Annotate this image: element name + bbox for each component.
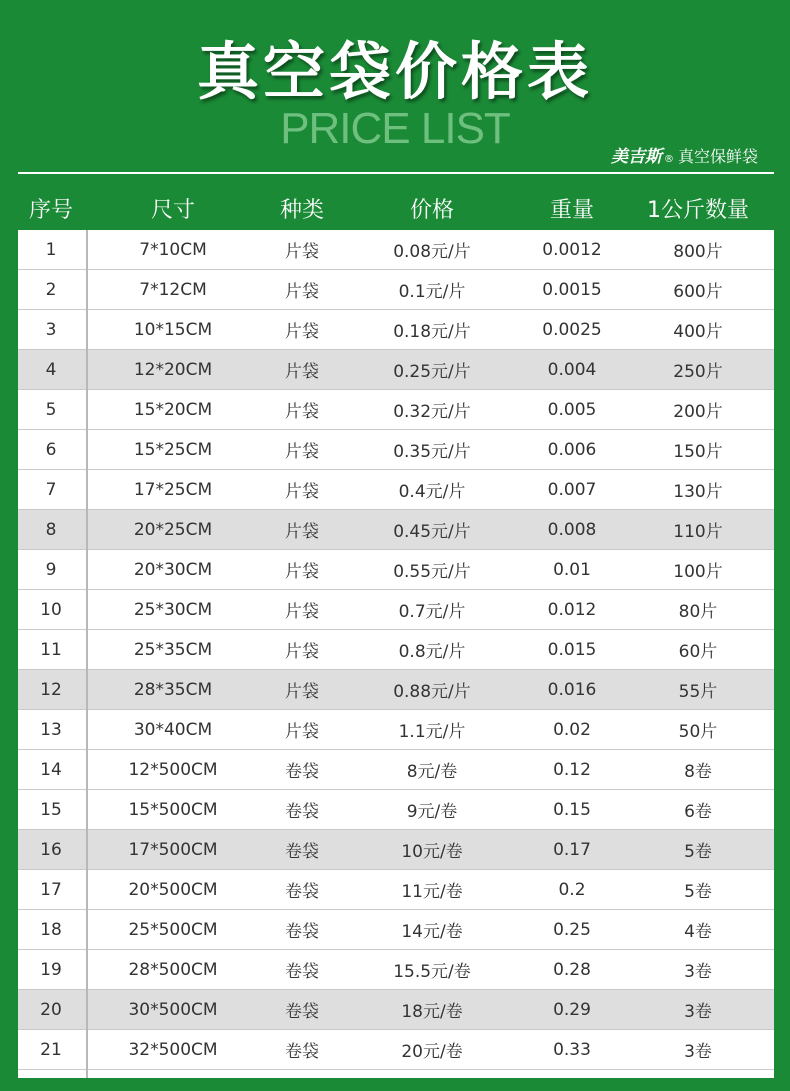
table-cell: 11元/卷 <box>401 882 463 902</box>
table-cell: 15*20CM <box>133 399 213 420</box>
table-cell: 片袋 <box>285 602 319 622</box>
table-cell: 17 <box>40 879 62 900</box>
table-cell: 3卷 <box>684 962 712 982</box>
table-cell: 0.33 <box>553 1039 591 1060</box>
table-cell: 片袋 <box>285 522 319 542</box>
table-cell: 0.012 <box>547 599 597 620</box>
table-cell: 12*500CM <box>128 759 218 780</box>
table-cell: 0.28 <box>553 959 591 980</box>
table-cell: 片袋 <box>285 282 319 302</box>
table-cell: 16 <box>40 839 62 860</box>
table-cell: 110片 <box>673 522 723 542</box>
table-cell: 1 <box>45 239 57 260</box>
table-row <box>18 550 774 590</box>
table-cell: 2 <box>45 279 57 300</box>
table-cell: 3 <box>45 319 57 340</box>
table-cell: 20 <box>40 999 62 1020</box>
table-cell: 卷袋 <box>285 922 319 942</box>
table-cell: 0.08元/片 <box>393 242 471 262</box>
table-cell: 7*10CM <box>139 239 207 260</box>
table-row <box>18 910 774 950</box>
table-cell: 25*30CM <box>133 599 213 620</box>
table-cell: 15 <box>40 799 62 820</box>
table-cell: 卷袋 <box>285 1002 319 1022</box>
table-cell: 12 <box>40 679 62 700</box>
table-row <box>18 870 774 910</box>
table-cell: 20*30CM <box>133 559 213 580</box>
table-cell: 卷袋 <box>285 802 319 822</box>
table-cell: 60片 <box>678 642 718 662</box>
table-cell: 8卷 <box>684 762 712 782</box>
page-title: 真空袋价格表 <box>196 35 593 108</box>
table-cell: 片袋 <box>285 402 319 422</box>
table-cell: 卷袋 <box>285 842 319 862</box>
column-header: 种类 <box>279 197 324 223</box>
table-cell: 25*35CM <box>133 639 213 660</box>
table-cell: 0.45元/片 <box>393 522 471 542</box>
table-cell: 0.35元/片 <box>393 442 471 462</box>
brand-mark <box>611 142 758 167</box>
table-row <box>18 270 774 310</box>
column-header: 重量 <box>549 197 594 223</box>
table-cell: 32*500CM <box>128 1039 218 1060</box>
table-cell: 21 <box>40 1039 62 1060</box>
table-cell: 0.18元/片 <box>393 322 471 342</box>
table-cell: 0.29 <box>553 999 591 1020</box>
column-header: 1公斤数量 <box>647 197 749 223</box>
column-header: 价格 <box>409 197 454 223</box>
table-cell: 片袋 <box>285 482 319 502</box>
brand-logo: 美吉斯 <box>610 147 662 167</box>
table-cell: 0.25 <box>553 919 591 940</box>
table-cell: 0.0012 <box>542 239 602 260</box>
table-row <box>18 590 774 630</box>
table-cell: 片袋 <box>285 642 319 662</box>
table-cell: 11 <box>40 639 62 660</box>
table-cell: 0.008 <box>547 519 597 540</box>
table-row <box>18 390 774 430</box>
table-row <box>18 350 774 390</box>
brand-tagline: 真空保鲜袋 <box>677 147 758 166</box>
table-cell: 0.55元/片 <box>393 562 471 582</box>
table-cell: 50片 <box>678 722 718 742</box>
table-cell: 0.15 <box>553 799 591 820</box>
table-cell: 0.016 <box>547 679 597 700</box>
table-cell: 9 <box>45 559 57 580</box>
table-cell: 卷袋 <box>285 882 319 902</box>
table-cell: 0.1元/片 <box>398 282 466 302</box>
table-cell: 14元/卷 <box>401 922 463 942</box>
table-cell: 6 <box>45 439 57 460</box>
table-cell: 0.7元/片 <box>398 602 466 622</box>
column-divider <box>86 230 88 1078</box>
table-cell: 55片 <box>678 682 718 702</box>
table-cell: 200片 <box>673 402 723 422</box>
table-row <box>18 430 774 470</box>
table-row <box>18 1030 774 1070</box>
table-cell: 12*20CM <box>133 359 213 380</box>
table-cell: 20元/卷 <box>401 1042 463 1062</box>
column-header: 序号 <box>28 197 73 223</box>
table-cell: 0.88元/片 <box>393 682 471 702</box>
table-cell: 20*500CM <box>128 879 218 900</box>
table-cell: 5卷 <box>684 842 712 862</box>
table-cell: 6卷 <box>684 802 712 822</box>
table-cell: 18元/卷 <box>401 1002 463 1022</box>
table-cell: 0.0015 <box>542 279 602 300</box>
table-row <box>18 230 774 270</box>
table-header <box>18 188 774 228</box>
table-cell: 3卷 <box>684 1042 712 1062</box>
table-cell: 30*40CM <box>133 719 213 740</box>
table-cell: 0.004 <box>547 359 597 380</box>
table-cell: 8 <box>45 519 57 540</box>
table-cell: 9元/卷 <box>406 802 458 822</box>
table-cell: 130片 <box>673 482 723 502</box>
table-cell: 5 <box>45 399 57 420</box>
table-cell: 0.17 <box>553 839 591 860</box>
price-table <box>18 230 774 1078</box>
table-cell: 28*35CM <box>133 679 213 700</box>
table-cell: 片袋 <box>285 242 319 262</box>
table-cell: 250片 <box>673 362 723 382</box>
column-header: 尺寸 <box>150 197 195 223</box>
table-row <box>18 830 774 870</box>
table-cell: 13 <box>40 719 62 740</box>
table-cell: 片袋 <box>285 562 319 582</box>
table-cell: 0.015 <box>547 639 597 660</box>
table-cell: 0.8元/片 <box>398 642 466 662</box>
table-row <box>18 470 774 510</box>
table-cell: 卷袋 <box>285 762 319 782</box>
table-cell: 0.007 <box>547 479 597 500</box>
table-cell: 15.5元/卷 <box>393 962 471 982</box>
table-cell: 0.02 <box>553 719 591 740</box>
table-row <box>18 630 774 670</box>
table-cell: 0.2 <box>558 879 586 900</box>
table-row <box>18 310 774 350</box>
table-cell: 28*500CM <box>128 959 218 980</box>
table-row <box>18 510 774 550</box>
table-cell: 8元/卷 <box>406 762 458 782</box>
table-cell: 17*500CM <box>128 839 218 860</box>
table-cell: 0.12 <box>553 759 591 780</box>
registered-mark: ® <box>663 154 674 165</box>
table-cell: 15*25CM <box>133 439 213 460</box>
table-row <box>18 990 774 1030</box>
table-cell: 15*500CM <box>128 799 218 820</box>
table-cell: 100片 <box>673 562 723 582</box>
table-cell: 20*25CM <box>133 519 213 540</box>
table-cell: 0.005 <box>547 399 597 420</box>
table-row <box>18 950 774 990</box>
table-cell: 片袋 <box>285 722 319 742</box>
table-cell: 0.006 <box>547 439 597 460</box>
table-row <box>18 670 774 710</box>
table-cell: 片袋 <box>285 362 319 382</box>
table-cell: 600片 <box>673 282 723 302</box>
page-subtitle: PRICE LIST <box>280 104 510 153</box>
table-cell: 片袋 <box>285 682 319 702</box>
table-cell: 17*25CM <box>133 479 213 500</box>
table-row <box>18 710 774 750</box>
table-cell: 1.1元/片 <box>398 722 466 742</box>
table-cell: 0.25元/片 <box>393 362 471 382</box>
table-cell: 10元/卷 <box>401 842 463 862</box>
table-cell: 7*12CM <box>139 279 207 300</box>
header-divider <box>18 172 774 174</box>
table-cell: 3卷 <box>684 1002 712 1022</box>
table-cell: 14 <box>40 759 62 780</box>
table-cell: 4卷 <box>684 922 712 942</box>
table-cell: 0.0025 <box>542 319 602 340</box>
table-cell: 80片 <box>678 602 718 622</box>
table-cell: 卷袋 <box>285 1042 319 1062</box>
table-cell: 18 <box>40 919 62 940</box>
table-cell: 片袋 <box>285 322 319 342</box>
table-cell: 19 <box>40 959 62 980</box>
table-cell: 片袋 <box>285 442 319 462</box>
table-row <box>18 790 774 830</box>
table-cell: 10 <box>40 599 62 620</box>
table-cell: 150片 <box>673 442 723 462</box>
table-cell: 0.01 <box>553 559 591 580</box>
table-cell: 25*500CM <box>128 919 218 940</box>
table-cell: 0.4元/片 <box>398 482 466 502</box>
table-cell: 30*500CM <box>128 999 218 1020</box>
table-cell: 卷袋 <box>285 962 319 982</box>
table-row <box>18 750 774 790</box>
table-cell: 800片 <box>673 242 723 262</box>
table-cell: 5卷 <box>684 882 712 902</box>
table-cell: 4 <box>45 359 57 380</box>
table-cell: 400片 <box>673 322 723 342</box>
table-cell: 0.32元/片 <box>393 402 471 422</box>
table-cell: 10*15CM <box>133 319 213 340</box>
table-cell: 7 <box>45 479 57 500</box>
